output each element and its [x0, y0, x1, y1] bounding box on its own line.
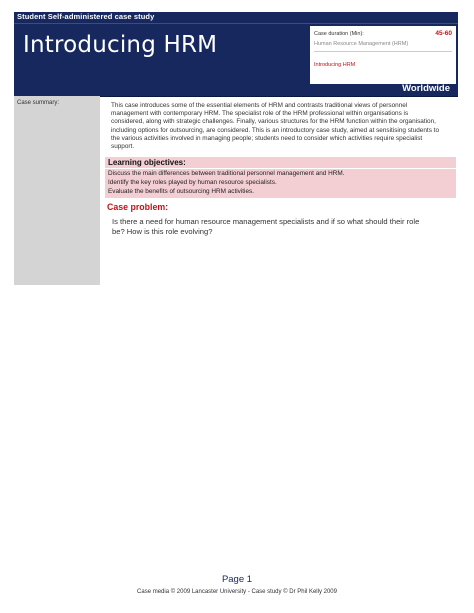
case-summary-text: [111, 102, 451, 151]
case-info-box: [310, 26, 456, 84]
problem-line: Is there a need for human resource management specialists and if so what should their role: [112, 217, 420, 226]
learning-objectives-heading: Learning objectives:: [108, 158, 186, 167]
case-problem-heading: Case problem:: [107, 202, 169, 212]
info-divider: [314, 51, 452, 52]
objective-item: Identify the key roles played by human resource specialists.: [108, 179, 277, 186]
case-type-strip: [14, 12, 458, 24]
learning-objectives-list: [105, 169, 456, 198]
case-problem-text: [112, 217, 444, 237]
duration-value: 45-60: [435, 30, 452, 37]
region-label: Worldwide: [402, 83, 450, 94]
duration-label: Case duration (Min):: [314, 31, 364, 37]
case-type-label: Student Self-administered case study: [17, 12, 155, 21]
subject-label: Human Resource Management (HRM): [314, 41, 409, 47]
footer-credit: Case media © 2009 Lancaster University - Case study © Dr Phil Kelly 2009: [137, 589, 337, 595]
header-banner: [14, 12, 458, 97]
case-summary-label: Case summary:: [17, 100, 60, 106]
objective-item: Evaluate the benefits of outsourcing HRM activities.: [108, 188, 254, 195]
page-number: Page 1: [221, 574, 253, 585]
topic-label: Introducing HRM: [314, 62, 356, 68]
summary-line: This case introduces some of the essential elements of HRM and contrasts traditional views of personnel: [111, 102, 408, 109]
summary-sidebar: [14, 96, 100, 285]
summary-line: considered, along with strategic challenges. Finally, various structures for the HRM function within the organisation,: [111, 118, 436, 126]
summary-line: support.: [111, 143, 135, 151]
learning-objectives-heading-bar: [105, 157, 456, 168]
summary-line: including options for outsourcing, are considered. This is an introductory case study, aimed at sensitising students to: [111, 126, 439, 134]
objective-item: Discuss the main differences between traditional personnel management and HRM.: [108, 170, 345, 177]
summary-line: management with contemporary HRM. The specialist role of the HRM professional within organisations is: [111, 110, 409, 118]
problem-line: be? How is this role evolving?: [112, 227, 213, 236]
page-title: Introducing HRM: [23, 32, 218, 58]
summary-line: the various activities involved in managing people; students need to consider which activities require specialist: [111, 134, 423, 142]
